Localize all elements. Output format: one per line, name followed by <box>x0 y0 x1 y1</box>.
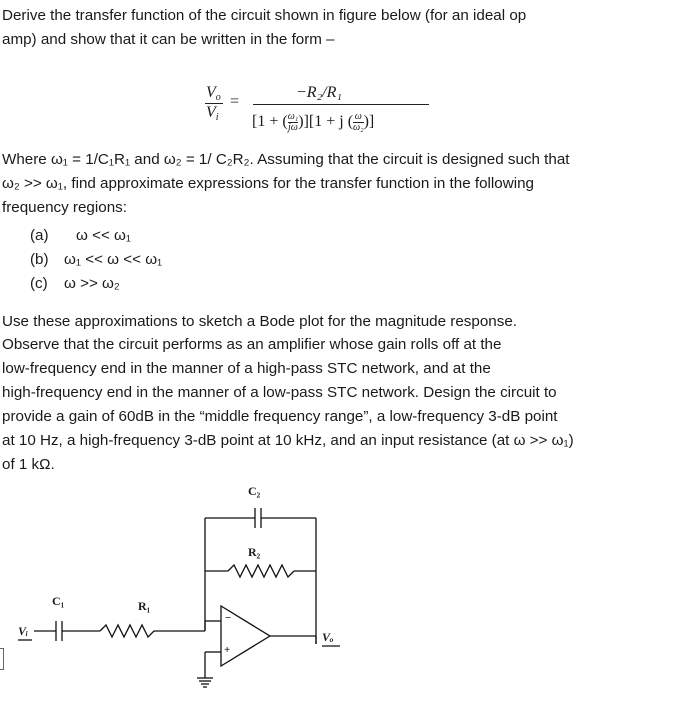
where-line-3: frequency regions: <box>2 199 127 216</box>
circuit-schematic <box>0 478 673 706</box>
case-c-text: ω >> ω₂ <box>64 275 120 292</box>
task-line-4: high-frequency end in the manner of a low-pass STC network. Design the circuit to <box>2 384 557 401</box>
omega1-over-jomega-den: jω <box>288 122 298 133</box>
rhs-numerator: −R₂/R₁ <box>296 84 342 101</box>
r1-zigzag <box>100 625 154 637</box>
task-line-5: provide a gain of 60dB in the “middle frequency range”, a low-frequency 3-dB point <box>2 408 558 425</box>
task-line-6: at 10 Hz, a high-frequency 3-dB point at 10 kHz, and an input resistance (at ω >> ω₁) <box>2 432 574 449</box>
noninverting-sign: + <box>224 644 231 656</box>
where-line-1: Where ω₁ = 1/C₁R₁ and ω₂ = 1/ C₂R₂. Assuming that the circuit is designed such that <box>2 151 570 168</box>
rhs-fraction-bar <box>253 104 429 105</box>
omega1-over-jomega-num: ω₁ <box>287 111 299 122</box>
vi-label: Vᵢ <box>18 624 29 638</box>
intro-line-2: amp) and show that it can be written in the form – <box>2 31 335 48</box>
inverting-sign: − <box>225 612 232 624</box>
case-b-text: ω₁ << ω << ω₁ <box>64 251 163 268</box>
circuit-diagram <box>0 478 673 706</box>
case-a-label: (a) <box>30 227 49 244</box>
case-c-label: (c) <box>30 275 48 292</box>
task-line-2: Observe that the circuit performs as an amplifier whose gain rolls off at the <box>2 336 502 353</box>
r2-label: R₂ <box>248 545 261 559</box>
equals-sign: = <box>230 93 240 110</box>
vo-label: Vₒ <box>322 630 334 644</box>
where-line-2: ω₂ >> ω₁, find approximate expressions for the transfer function in the following <box>2 175 534 192</box>
r1-label: R₁ <box>138 599 151 613</box>
omega-over-omega2-den: ω₂ <box>353 122 364 133</box>
rhs-denominator: [1 + ( $\frac{\text{ω₁}}{j\omega}$ )][1 + j ( $\frac{\omega}{\text{ω₂}}$ )] <box>252 111 375 133</box>
intro-line-1: Derive the transfer function of the circuit shown in figure below (for an ideal op <box>2 7 527 24</box>
r2-zigzag <box>228 565 294 577</box>
c2-label: C₂ <box>248 484 261 498</box>
case-a-text: ω << ω₁ <box>76 227 132 244</box>
case-b-label: (b) <box>30 251 49 268</box>
lhs-denominator: $V_i$ <box>206 104 219 123</box>
task-line-7: of 1 kΩ. <box>2 456 55 473</box>
task-line-1: Use these approximations to sketch a Bode plot for the magnitude response. <box>2 313 517 330</box>
lhs-numerator: $V_o$ <box>206 84 221 103</box>
task-line-3: low-frequency end in the manner of a high-pass STC network, and at the <box>2 360 491 377</box>
c1-label: C₁ <box>52 594 65 608</box>
omega-over-omega2-num: ω <box>354 111 362 122</box>
text-cursor-box[interactable] <box>0 648 4 670</box>
